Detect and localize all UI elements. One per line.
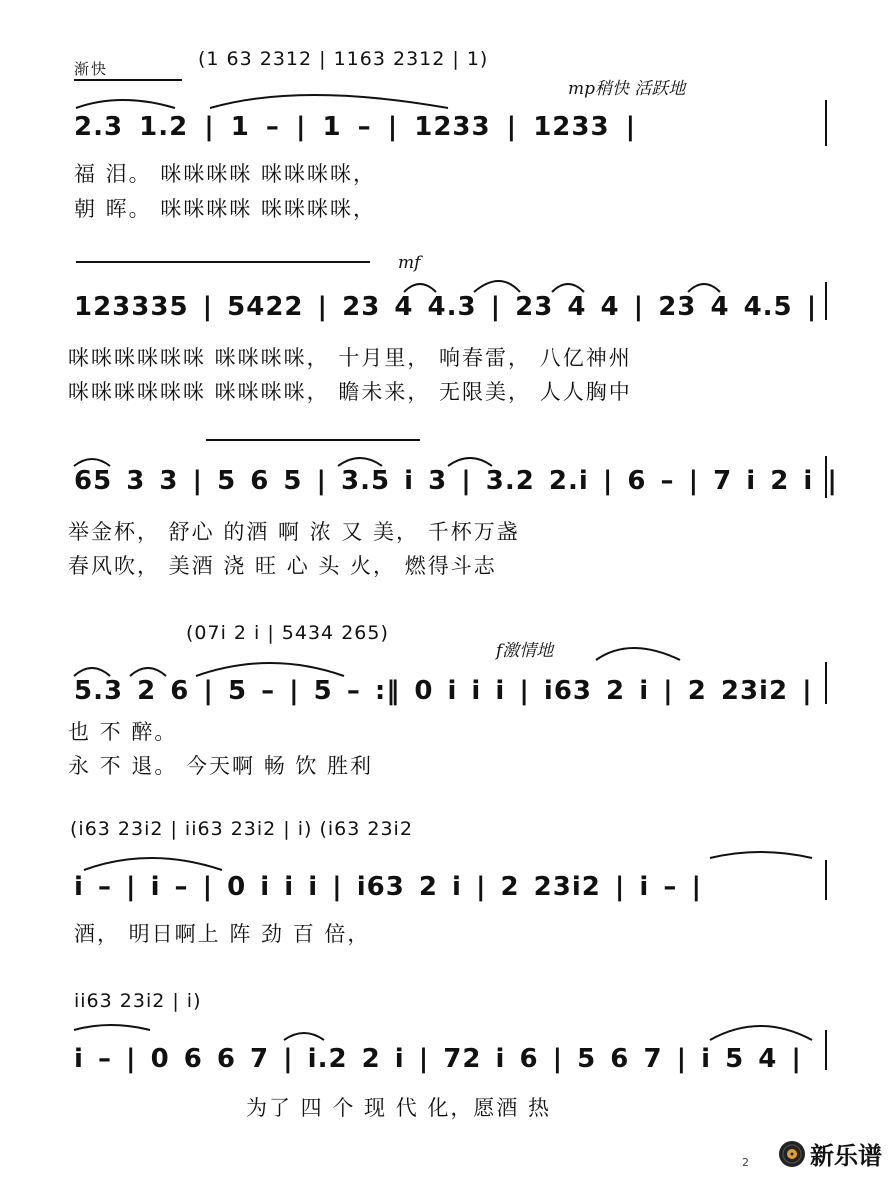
- lyric-row2-verse2: 咪咪咪咪咪咪 咪咪咪咪， 瞻未来， 无限美， 人人胸中: [68, 380, 632, 404]
- slur-row1-b: [210, 95, 448, 108]
- lyric-row2-verse1: 咪咪咪咪咪咪 咪咪咪咪， 十月里， 响春雷， 八亿神州: [68, 346, 632, 370]
- intro-phrase-row4: (07i 2 i | 5434 265): [186, 622, 389, 644]
- slur-row1-a: [76, 100, 175, 108]
- slur-row2-c: [552, 284, 584, 292]
- page-number: 2: [742, 1156, 749, 1169]
- lyric-row6: 为了 四 个 现 代 化，愿酒 热: [246, 1096, 552, 1120]
- slur-row3-b: [338, 458, 382, 466]
- intro-phrase-row5: (i63 23i2 | ii63 23i2 | i) (i63 23i2: [70, 818, 413, 840]
- intro-phrase-row1: (1 63 2312 | 1163 2312 | 1): [198, 48, 489, 70]
- slur-row2-b: [474, 281, 520, 292]
- lyric-row1-verse2: 朝 晖。 咪咪咪咪 咪咪咪咪，: [74, 197, 377, 221]
- dynamic-mark-mf: mf: [398, 253, 421, 273]
- slur-row4-d: [596, 648, 680, 660]
- notation-row5: i – | i – | 0 i i i | i63 2 i | 2 23i2 | i – |: [74, 872, 702, 902]
- notation-row1: 2.3 1.2 | 1 – | 1 – | 1233 | 1233 |: [74, 112, 637, 142]
- expression-mark-f: f激情地: [496, 641, 554, 661]
- slur-row5-a: [84, 858, 222, 870]
- site-watermark: [778, 1136, 882, 1171]
- slur-row3-c: [448, 458, 492, 466]
- slur-row4-c: [196, 663, 344, 676]
- slur-row4-a: [74, 668, 110, 676]
- slur-row2-d: [688, 284, 720, 292]
- tempo-mark-mp: mp稍快 活跃地: [568, 79, 686, 99]
- slur-row3-a: [74, 459, 110, 466]
- lyric-row4-verse1: 也 不 醉。: [68, 720, 178, 744]
- lyric-row3-verse1: 举金杯， 舒心 的酒 啊 浓 又 美， 千杯万盏: [68, 520, 520, 544]
- notation-row3: 65 3 3 | 5 6 5 | 3.5 i 3 | 3.2 2.i | 6 – | 7 i 2 i |: [74, 466, 838, 496]
- intro-phrase-row6: ii63 23i2 | i): [74, 990, 202, 1012]
- vinyl-record-icon: [778, 1140, 806, 1168]
- slur-row6-b: [284, 1033, 324, 1040]
- slur-row6-a: [74, 1025, 150, 1030]
- lyric-row1-verse1: 福 泪。 咪咪咪咪 咪咪咪咪，: [74, 162, 377, 186]
- tempo-mark-accel: 渐快: [74, 60, 109, 78]
- notation-row2: 123335 | 5422 | 23 4 4.3 | 23 4 4 | 23 4 4.5 |: [74, 292, 818, 322]
- notation-row4: 5.3 2 6 | 5 – | 5 – :‖ 0 i i i | i63 2 i | 2 23i2 |: [74, 676, 813, 706]
- notation-row6: i – | 0 6 6 7 | i.2 2 i | 72 i 6 | 5 6 7 | i 5 4 |: [74, 1044, 802, 1074]
- lyric-row5: 酒， 明日啊上 阵 劲 百 倍，: [74, 922, 371, 946]
- slur-row2-a: [404, 284, 436, 292]
- lyric-row4-verse2: 永 不 退。 今天啊 畅 饮 胜利: [68, 754, 374, 778]
- slur-row4-b: [130, 668, 166, 676]
- slur-row6-c: [710, 1026, 812, 1040]
- lyric-row3-verse2: 春风吹， 美酒 浇 旺 心 头 火， 燃得斗志: [68, 554, 497, 578]
- slur-row5-b: [710, 852, 812, 858]
- watermark-text: 新乐谱: [810, 1142, 882, 1170]
